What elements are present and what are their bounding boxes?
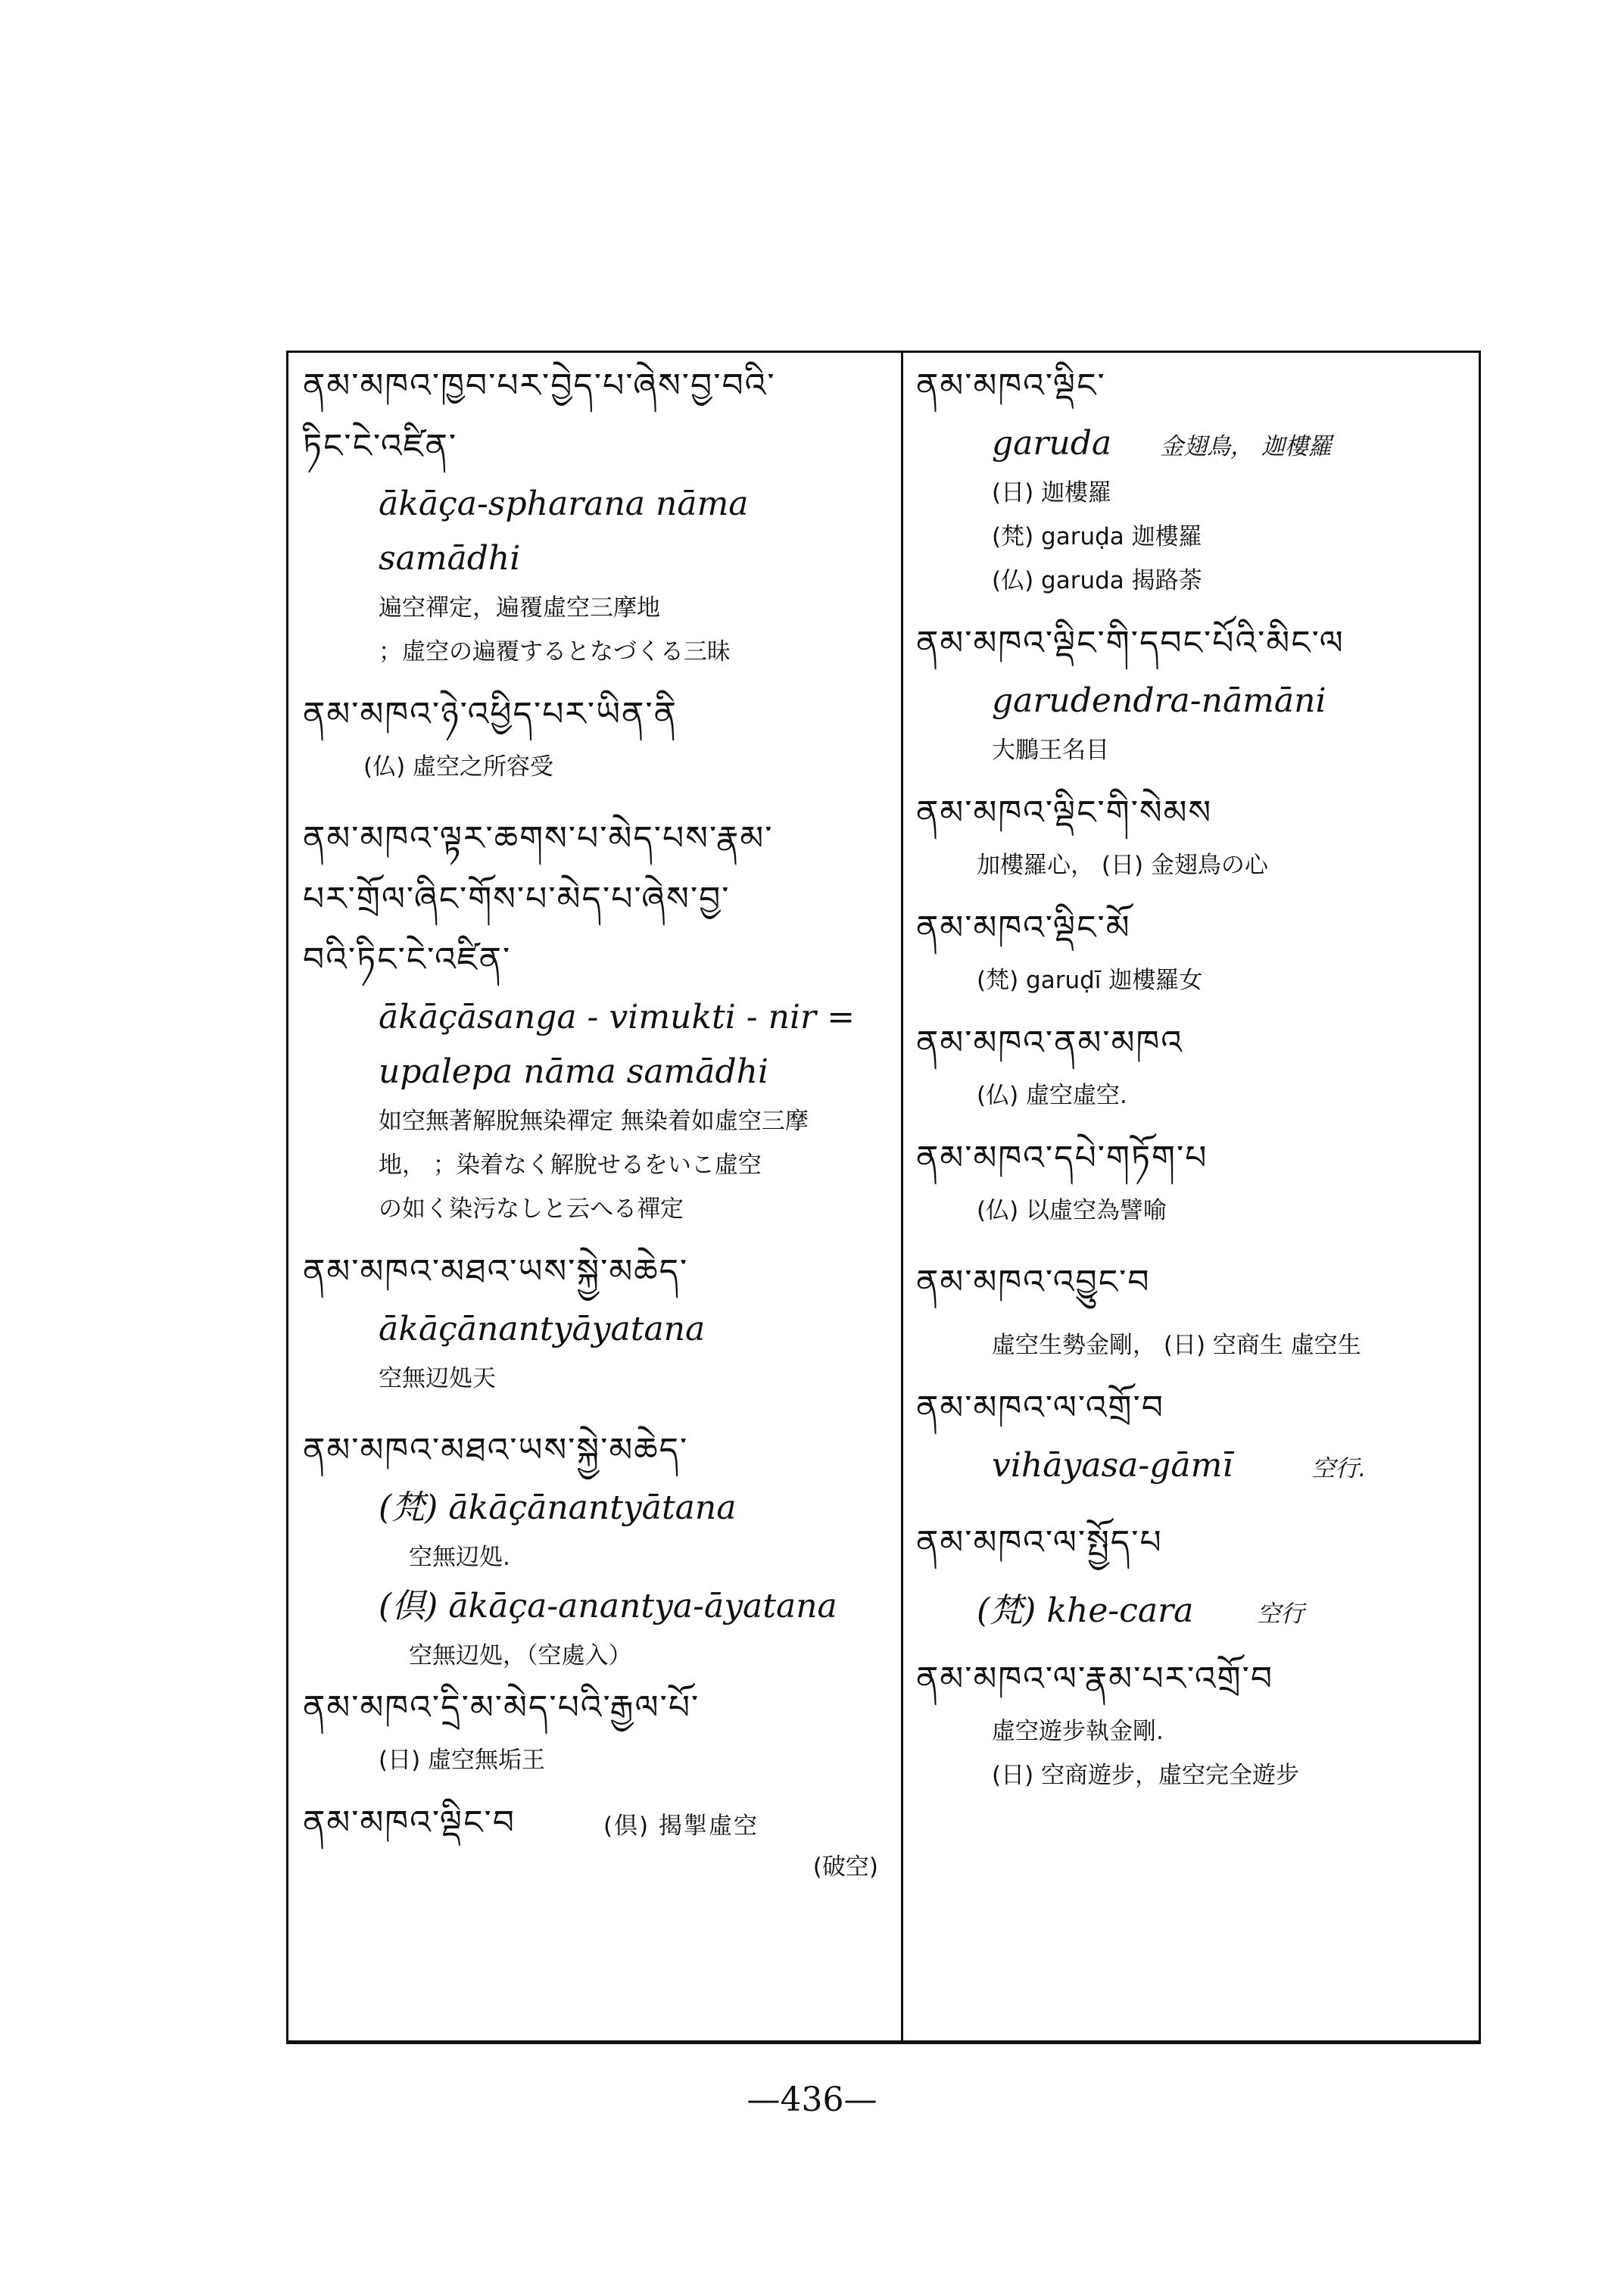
dictionary-entry (303, 1242, 893, 1401)
gloss: (仏) 虛空之所容受 (363, 753, 554, 781)
chinese-gloss: 遍空禪定，遍覆虛空三摩地 (379, 594, 660, 622)
sanskrit-term: (梵) khe-cara (977, 1591, 1194, 1630)
gloss: (仏) garuda 揭路荼 (992, 567, 1202, 594)
dictionary-entry (916, 898, 1469, 1002)
dictionary-entry (916, 613, 1469, 772)
sanskrit-term: garuda (992, 424, 1112, 463)
dictionary-entry (303, 1793, 893, 1881)
dictionary-entry (916, 783, 1469, 887)
dictionary-entry (916, 1513, 1469, 1638)
chinese-gloss: 大鵬王名目 (992, 737, 1109, 764)
chinese-gloss: 空無辺処天 (379, 1365, 496, 1392)
tibetan-headword: ནམ་མཁའ་ལྡིང་མོ (916, 909, 1131, 947)
sanskrit-term-cont: upalepa nāma samādhi (379, 1052, 769, 1091)
tibetan-headword: ནམ་མཁའ་ཁྱབ་པར་བྱེད་པ་ཞེས་བྱ་བའི་ (303, 366, 776, 405)
column-divider (901, 351, 903, 2044)
gloss: (日) 迦樓羅 (992, 479, 1112, 506)
chinese-gloss-alt: 空無辺処，（空處入） (409, 1642, 632, 1669)
chinese-gloss: 空行 (1257, 1601, 1304, 1628)
tibetan-headword: ནམ་མཁའ་ཉེ་འཕྱིད་པར་ཡིན་ནི (303, 695, 678, 734)
tibetan-headword: ནམ་མཁའ་ལ་སྤྱོད་པ (916, 1523, 1163, 1562)
tibetan-headword: ནམ་མཁའ་ལྡིང་གི་དབང་པོའི་མིང་ལ (916, 624, 1345, 662)
right-column (916, 356, 1469, 1797)
dictionary-entry (916, 1128, 1469, 1233)
chinese-gloss: 如空無著解脫無染禪定 無染着如虛空三摩 (379, 1108, 809, 1135)
sanskrit-term: garudendra-nāmāni (992, 681, 1326, 720)
gloss: 加樓羅心， (日) 金翅鳥の心 (977, 852, 1268, 879)
dictionary-entry (916, 356, 1469, 603)
left-column (303, 356, 893, 1881)
tibetan-headword: ནམ་མཁའ་དྲི་མ་མེད་པའི་རྒྱལ་པོ་ (303, 1688, 700, 1727)
dictionary-entry (303, 684, 893, 789)
tibetan-headword: ནམ་མཁའ་ལྟར་ཆགས་པ་མེད་པས་རྣམ་ (303, 819, 774, 858)
tibetan-headword: ནམ་མཁའ་ལྡིང་གི་སེམས (916, 793, 1213, 832)
dictionary-entry (303, 1678, 893, 1782)
tibetan-headword: ནམ་མཁའ་ལ་འགྲོ་བ (916, 1389, 1164, 1427)
gloss-tag: (破空) (812, 1853, 878, 1881)
tibetan-headword (303, 1793, 893, 1853)
tibetan-headword: ནམ་མཁའ་མཐའ་ཡས་སྐྱེ་མཆེད་ (303, 1431, 689, 1470)
chinese-gloss: 空無辺処. (409, 1544, 510, 1571)
sanskrit-term-alt: (倶) ākāça-anantya-āyatana (379, 1587, 837, 1625)
chinese-gloss: 空行. (1311, 1455, 1367, 1482)
sanskrit-term: ākāçāsanga - vimukti - nir = (379, 998, 855, 1036)
page-number: —436— (747, 2080, 877, 2119)
gloss: (日) 虛空無垢王 (379, 1747, 546, 1774)
chinese-gloss: 金翅鳥， 迦樓羅 (1160, 433, 1333, 460)
dictionary-entry (916, 1649, 1469, 1797)
dictionary-entry (303, 1420, 893, 1678)
tibetan-headword: ནམ་མཁའ་དཔེ་གཏོག་པ (916, 1139, 1208, 1177)
dictionary-entry (303, 356, 893, 674)
tibetan-headword-cont: བའི་ཏིང་ངེ་འཛིན་ (303, 940, 512, 979)
gloss: (仏) 以虛空為譬喻 (977, 1197, 1167, 1224)
tibetan-headword: ནམ་མཁའ་མཐའ་ཡས་སྐྱེ་མཆེད་ (303, 1252, 689, 1291)
tibetan-headword-cont: པར་གྲོལ་ཞིང་གོས་པ་མེད་པ་ཞེས་བྱ་ (303, 880, 731, 918)
dictionary-entry (916, 1013, 1469, 1117)
dictionary-entry (303, 809, 893, 1231)
japanese-gloss: の如く染污なしと云へる禪定 (379, 1195, 684, 1223)
chinese-gloss-cont: (日) 空商遊步，虛空完全遊步 (992, 1762, 1300, 1789)
gloss: (倶) 揭掣虛空 (603, 1812, 759, 1840)
tibetan-term: ནམ་མཁའ་ལྡིང་བ (303, 1803, 516, 1842)
tibetan-headword: ནམ་མཁའ་ནམ་མཁའ (916, 1024, 1184, 1062)
tibetan-headword: ནམ་མཁའ་ལྡིང་ (916, 366, 1106, 405)
sanskrit-term: (梵) ākāçānantyātana (379, 1488, 737, 1527)
gloss: (梵) garuḍī 迦樓羅女 (977, 967, 1203, 994)
tibetan-headword: ནམ་མཁའ་ལ་རྣམ་པར་འགྲོ་བ (916, 1660, 1274, 1698)
tibetan-headword-cont: ཏིང་ངེ་འཛིན་ (303, 427, 458, 466)
sanskrit-term: ākāçānantyāyatana (379, 1310, 706, 1348)
japanese-gloss: ；虛空の遍覆するとなづくる三昧 (379, 638, 731, 665)
dictionary-entry (916, 1252, 1469, 1367)
sanskrit-term: ākāça-spharana nāma (379, 485, 749, 523)
tibetan-headword: ནམ་མཁའ་འབྱུང་བ (916, 1263, 1151, 1301)
sanskrit-term-cont: samādhi (379, 539, 521, 578)
dictionary-entry (916, 1378, 1469, 1493)
gloss: 虛空生勢金剛， (日) 空商生 虛空生 (992, 1332, 1361, 1359)
gloss: (仏) 虛空虛空. (977, 1082, 1127, 1109)
chinese-gloss-cont: 地， ；染着なく解脫せるをいこ虛空 (379, 1152, 762, 1179)
gloss: (梵) garuḍa 迦樓羅 (992, 523, 1202, 550)
chinese-gloss: 虛空遊步執金剛. (992, 1718, 1164, 1745)
sanskrit-term: vihāyasa-gāmī (992, 1446, 1233, 1485)
